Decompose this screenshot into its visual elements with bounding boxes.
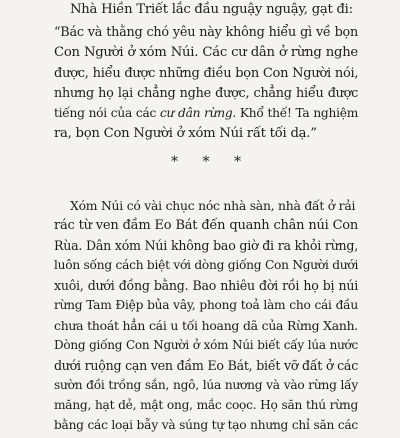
line-5-suffix: . Khổ thế! Ta nghiệm	[232, 106, 359, 120]
paragraph-3-line-9: dưới ruộng cạn ven đầm Eo Bát, biết vỡ đất ở các	[54, 358, 358, 373]
paragraph-3-line-3: Rùa. Dân xóm Núi không bao giờ đi ra khỏi rừng,	[54, 238, 358, 253]
paragraph-3-line-8: Dòng giống Con Người ở xóm Núi biết cấy lúa nước	[54, 338, 358, 352]
section-divider	[54, 154, 358, 170]
paragraph-3-line-11: măng, hạt dẻ, mật ong, mắc coọc. Họ săn thú rừng	[54, 398, 358, 412]
paragraph-3-line-10: sườn đồi trồng sắn, ngô, lúa nương và vào rừng lấy	[54, 378, 358, 392]
paragraph-3-line-4: luôn sống cách biệt với dòng giống Con Người dưới	[54, 258, 359, 272]
paragraph-1-line-1: Nhà Hiền Triết lắc đầu nguậy nguậy, gạt đi:	[70, 2, 353, 17]
paragraph-2-line-2: Con Người ở xóm Núi. Các cư dân ở rừng nghe	[54, 45, 358, 60]
paragraph-2-line-3: được, hiểu được những điều bọn Con Người nói,	[54, 66, 359, 81]
paragraph-3-line-2: rác từ ven đầm Eo Bát đến quanh chân núi Con	[54, 218, 358, 233]
paragraph-3-line-12: bằng các loại bẫy và súng tự tạo nhưng chỉ săn các	[54, 418, 358, 432]
paragraph-2-line-1: “Bác và thằng chó yêu này không hiểu gì về bọn	[54, 25, 358, 40]
paragraph-2-line-5	[54, 106, 358, 126]
paragraph-2-line-4: nhưng họ lại chẳng nghe được, chẳng hiểu được	[54, 86, 358, 101]
line-5-prefix: tiếng nói của các	[54, 106, 160, 120]
paragraph-3-line-5: xuôi, dưới đồng bằng. Bao nhiêu đời rồi họ bị núi	[54, 278, 358, 293]
paragraph-3-line-1: Xóm Núi có vài chục nóc nhà sàn, nhà đất ở rải	[70, 198, 356, 213]
paragraph-3-line-7: chưa thoát hẳn cái u tối hoang dã của Rừng Xanh.	[54, 318, 358, 333]
emphasis-forest-dwellers: cư dân rừng	[159, 106, 233, 120]
paragraph-2-line-6: ra, bọn Con Người ở xóm Núi rất tối dạ.”	[54, 126, 317, 141]
paragraph-3-line-6: rừng Tam Điệp bủa vây, phong toả làm cho cái đầu	[54, 298, 358, 312]
divider-asterisks: * * *	[171, 154, 251, 170]
